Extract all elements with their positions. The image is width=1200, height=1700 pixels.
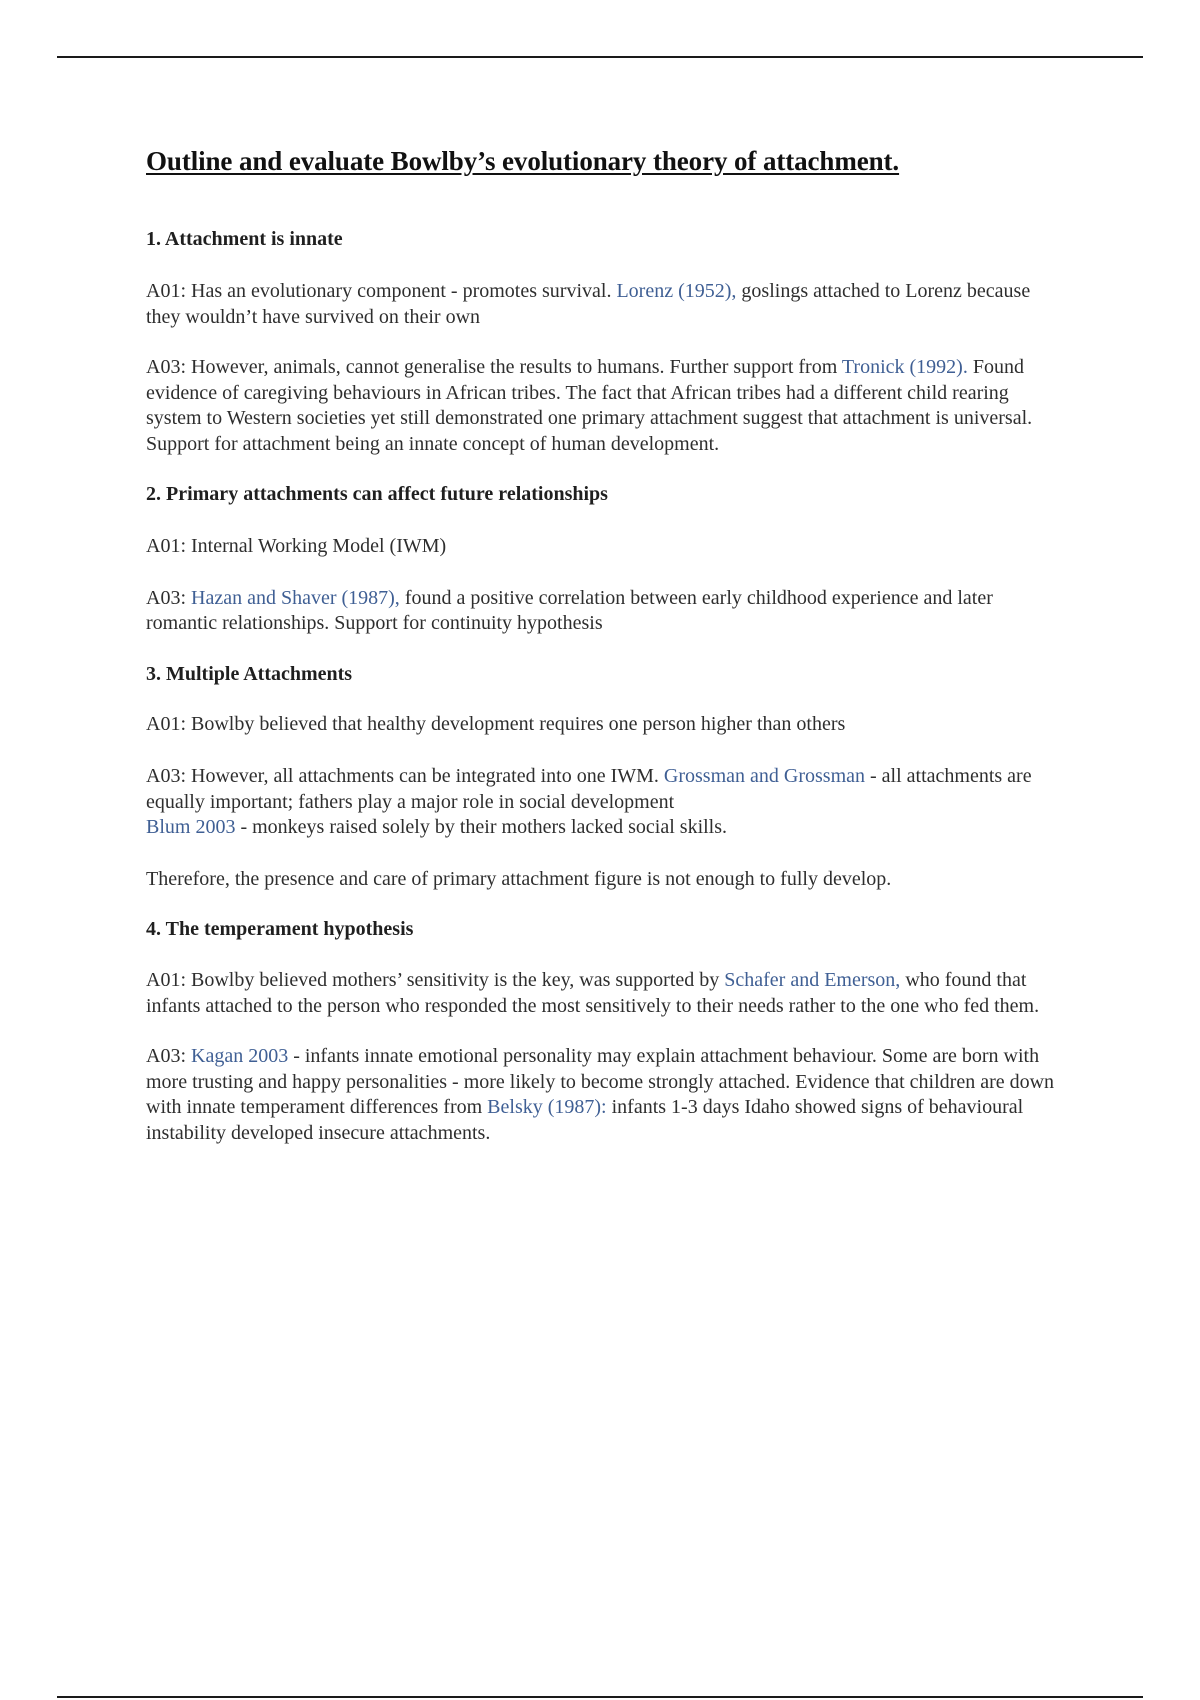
citation-schafer-emerson: Schafer and Emerson, — [724, 969, 901, 991]
text-run: A03: — [146, 1045, 191, 1067]
section-2-a03-paragraph — [146, 586, 1066, 637]
top-rule — [57, 56, 1143, 58]
citation-kagan: Kagan 2003 — [191, 1045, 289, 1067]
section-heading-3: 3. Multiple Attachments — [146, 662, 353, 685]
text-run: infants 1-3 days Idaho showed signs of behavioural instability developed insecure attachments. — [146, 1096, 1024, 1144]
text-run: Found evidence of caregiving behaviours in African tribes. The fact that African tribes had a different child rearing system to Western societies yet still demonstrated one primary attachment suggest that attachment is universal. Support for attachment being an innate concept of human development. — [146, 356, 1033, 455]
text-run: A01: Has an evolutionary component - promotes survival. — [146, 280, 617, 302]
section-4-a01-paragraph — [146, 968, 1066, 1019]
section-heading-1: 1. Attachment is innate — [146, 228, 343, 250]
section-heading-2: 2. Primary attachments can affect future relationships — [146, 483, 608, 505]
text-run: A01: Bowlby believed mothers’ sensitivity is the key, was supported by — [146, 969, 725, 991]
citation-grossman: Grossman and Grossman — [663, 765, 866, 787]
section-3-a01-paragraph: A01: Bowlby believed that healthy development requires one person higher than others — [146, 712, 846, 735]
citation-tronick: Tronick (1992). — [841, 356, 968, 378]
text-run: - all attachments are equally important; fathers play a major role in social development — [146, 765, 1032, 813]
text-run: A03: However, animals, cannot generalise the results to humans. Further support from — [146, 356, 842, 378]
text-run: A03: However, all attachments can be integrated into one IWM. — [146, 765, 664, 787]
section-2-a01-paragraph: A01: Internal Working Model (IWM) — [146, 535, 447, 557]
section-1-a03-paragraph — [146, 355, 1066, 457]
citation-belsky: Belsky (1987): — [487, 1096, 607, 1118]
text-run: who found that infants attached to the person who responded the most sensitively to their needs rather to the one who fed them. — [146, 969, 1040, 1017]
section-3-conclusion-paragraph: Therefore, the presence and care of primary attachment figure is not enough to fully develop. — [146, 867, 892, 890]
text-run: - monkeys raised solely by their mothers lacked social skills. — [235, 816, 728, 838]
document-title: Outline and evaluate Bowlby’s evolutionary theory of attachment. — [146, 146, 900, 176]
citation-hazan-shaver: Hazan and Shaver (1987), — [191, 586, 400, 609]
section-3-a03-paragraph — [146, 764, 1066, 841]
citation-blum: Blum 2003 — [146, 816, 236, 838]
text-run: A03: — [146, 586, 191, 609]
bottom-rule — [57, 1696, 1143, 1698]
citation-lorenz: Lorenz (1952), — [616, 280, 737, 302]
text-run: found a positive correlation between early childhood experience and later romantic relationships. Support for continuity hypothesis — [146, 586, 993, 634]
section-1-a01-paragraph — [146, 279, 1066, 330]
document-page — [146, 146, 1066, 1146]
section-heading-4: 4. The temperament hypothesis — [146, 918, 414, 940]
text-run: - infants innate emotional personality may explain attachment behaviour. Some are born with more trusting and happy personalities - more likely to become strongly attached. Evidence that children are down with innate temperament differences from — [146, 1045, 1055, 1118]
text-run: goslings attached to Lorenz because they wouldn’t have survived on their own — [146, 280, 1031, 328]
section-4-a03-paragraph — [146, 1044, 1066, 1146]
